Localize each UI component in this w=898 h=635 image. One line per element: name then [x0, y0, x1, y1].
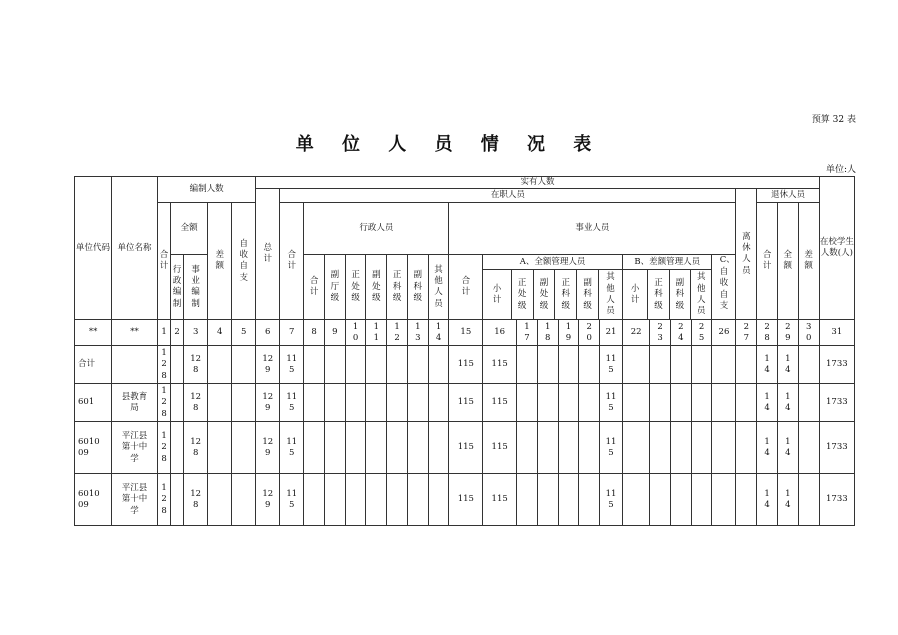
table-cell-c18 [537, 346, 558, 384]
header-bz-total: 合计 [157, 203, 170, 320]
table-cell-c3: 128 [184, 474, 208, 526]
column-index-cell: 18 [537, 320, 558, 346]
table-cell-c13 [407, 384, 428, 422]
table-cell-c25 [691, 474, 712, 526]
table-cell-c22 [622, 422, 649, 474]
table-row [75, 422, 855, 474]
header-fuchu: 副处级 [366, 255, 387, 320]
table-cell-c10 [345, 384, 366, 422]
header-bianzhi: 编制人数 [157, 177, 255, 203]
table-cell-c1: 128 [157, 346, 170, 384]
table-cell-c21: 115 [600, 422, 623, 474]
header-zhengchu: 正处级 [345, 255, 366, 320]
table-cell-c29: 14 [777, 474, 798, 526]
table-cell-c1: 128 [157, 422, 170, 474]
table-cell-c30 [798, 474, 819, 526]
header-lixiu: 离休人员 [736, 189, 757, 320]
table-cell-c27 [736, 346, 757, 384]
table-cell-c8 [304, 384, 325, 422]
table-cell-c26 [712, 384, 736, 422]
table-cell-name [112, 346, 158, 384]
table-cell-c2 [171, 422, 184, 474]
table-cell-c8 [304, 422, 325, 474]
table-cell-name: 平江县第十中学 [112, 422, 158, 474]
table-cell-c5 [232, 474, 256, 526]
column-index-row [75, 320, 855, 346]
header-zz-total: 合计 [280, 203, 304, 320]
header-quane: 全额 [171, 203, 208, 255]
table-cell-c17 [517, 474, 538, 526]
table-cell-c31: 1733 [819, 346, 854, 384]
header-chae: 差额 [208, 203, 232, 320]
column-index-cell: 20 [579, 320, 600, 346]
header-tx-full: 全额 [777, 203, 798, 320]
column-index-cell: 8 [304, 320, 325, 346]
table-cell-c4 [208, 346, 232, 384]
table-cell-c27 [736, 384, 757, 422]
table-cell-c20 [579, 346, 600, 384]
column-index-cell: 26 [712, 320, 736, 346]
table-cell-c23 [650, 474, 671, 526]
header-a-group: A、全额管理人员 小计 正处级 副处级 正科级 副科级 其他人员 [483, 255, 623, 320]
header-zhengke: 正科级 [387, 255, 408, 320]
table-cell-c28: 14 [757, 422, 778, 474]
table-cell-c16: 115 [483, 474, 517, 526]
table-cell-c20 [579, 474, 600, 526]
table-cell-c8 [304, 346, 325, 384]
table-cell-c26 [712, 346, 736, 384]
table-cell-c18 [537, 384, 558, 422]
header-futing: 副厅级 [325, 255, 346, 320]
column-index-cell: 11 [366, 320, 387, 346]
header-students: 在校学生人数(人) [819, 177, 854, 320]
table-cell-c5 [232, 346, 256, 384]
table-cell-c25 [691, 422, 712, 474]
table-cell-c14 [428, 346, 449, 384]
column-index-cell: 22 [622, 320, 649, 346]
table-cell-c3: 128 [184, 422, 208, 474]
table-cell-code: 601009 [75, 422, 112, 474]
header-sy-total: 合计 [449, 255, 483, 320]
table-cell-c28: 14 [757, 474, 778, 526]
table-cell-c26 [712, 474, 736, 526]
column-index-cell: 16 [483, 320, 517, 346]
table-cell-c31: 1733 [819, 422, 854, 474]
table-cell-c9 [325, 384, 346, 422]
header-xingzheng-bianzhi: 行政编制 [171, 255, 184, 320]
table-cell-c2 [171, 384, 184, 422]
table-cell-c28: 14 [757, 346, 778, 384]
column-index-cell: 24 [670, 320, 691, 346]
column-index-cell: 14 [428, 320, 449, 346]
table-cell-c12 [387, 384, 408, 422]
table-cell-c30 [798, 384, 819, 422]
table-cell-c22 [622, 384, 649, 422]
table-cell-c16: 115 [483, 384, 517, 422]
table-cell-c12 [387, 474, 408, 526]
table-cell-c30 [798, 346, 819, 384]
table-cell-c17 [517, 346, 538, 384]
column-index-cell: 27 [736, 320, 757, 346]
header-xz-total: 合计 [304, 255, 325, 320]
header-xz-other: 其他人员 [428, 255, 449, 320]
table-cell-c19 [558, 422, 579, 474]
table-cell-name: 县教育局 [112, 384, 158, 422]
table-cell-c22 [622, 346, 649, 384]
column-index-cell: 23 [650, 320, 671, 346]
column-index-cell: 1 [157, 320, 170, 346]
table-cell-c3: 128 [184, 346, 208, 384]
column-index-cell: ** [75, 320, 112, 346]
table-cell-c18 [537, 422, 558, 474]
table-cell-c3: 128 [184, 384, 208, 422]
table-cell-c30 [798, 422, 819, 474]
table-cell-c17 [517, 422, 538, 474]
table-cell-c31: 1733 [819, 384, 854, 422]
table-cell-code: 601009 [75, 474, 112, 526]
header-fuke: 副科级 [407, 255, 428, 320]
table-cell-c16: 115 [483, 422, 517, 474]
table-cell-c22 [622, 474, 649, 526]
table-cell-c17 [517, 384, 538, 422]
column-index-cell: 15 [449, 320, 483, 346]
table-cell-c23 [650, 346, 671, 384]
table-cell-c6: 129 [256, 474, 280, 526]
table-cell-c24 [670, 346, 691, 384]
table-cell-c11 [366, 346, 387, 384]
table-cell-c9 [325, 346, 346, 384]
table-cell-c20 [579, 384, 600, 422]
column-index-cell: 30 [798, 320, 819, 346]
table-cell-c7: 115 [280, 474, 304, 526]
table-cell-c19 [558, 346, 579, 384]
table-cell-c19 [558, 474, 579, 526]
table-cell-c13 [407, 474, 428, 526]
column-index-cell: 9 [325, 320, 346, 346]
column-index-cell: 17 [517, 320, 538, 346]
form-number: 预算 32 表 [811, 115, 856, 125]
column-index-cell: 2 [171, 320, 184, 346]
column-index-cell: 25 [691, 320, 712, 346]
table-cell-c29: 14 [777, 384, 798, 422]
column-index-cell: 28 [757, 320, 778, 346]
column-index-cell: 19 [558, 320, 579, 346]
header-shiye: 事业人员 [449, 203, 736, 255]
header-shiye-bianzhi: 事业编制 [184, 255, 208, 320]
table-cell-c23 [650, 384, 671, 422]
table-cell-c21: 115 [600, 384, 623, 422]
column-index-cell: 3 [184, 320, 208, 346]
personnel-table [74, 176, 855, 526]
unit-label: 单位:人 [825, 165, 856, 175]
table-cell-c24 [670, 474, 691, 526]
table-cell-c4 [208, 474, 232, 526]
column-index-cell: 10 [345, 320, 366, 346]
table-cell-c14 [428, 474, 449, 526]
table-cell-c21: 115 [600, 474, 623, 526]
table-cell-c14 [428, 384, 449, 422]
table-cell-code: 601 [75, 384, 112, 422]
table-cell-c12 [387, 422, 408, 474]
table-cell-c2 [171, 474, 184, 526]
table-cell-c7: 115 [280, 346, 304, 384]
table-cell-c15: 115 [449, 384, 483, 422]
table-cell-c8 [304, 474, 325, 526]
page-title: 单 位 人 员 情 况 表 [295, 134, 603, 155]
table-cell-c11 [366, 384, 387, 422]
table-cell-c29: 14 [777, 422, 798, 474]
table-cell-c15: 115 [449, 422, 483, 474]
table-cell-c21: 115 [600, 346, 623, 384]
header-zishou: 自收自支 [232, 203, 256, 320]
table-cell-name: 平江县第十中学 [112, 474, 158, 526]
table-cell-c13 [407, 422, 428, 474]
table-cell-c27 [736, 474, 757, 526]
table-cell-c11 [366, 474, 387, 526]
table-cell-c29: 14 [777, 346, 798, 384]
table-row [75, 346, 855, 384]
table-cell-c25 [691, 384, 712, 422]
column-index-cell: 7 [280, 320, 304, 346]
header-actual: 实有人数 [256, 177, 819, 189]
table-row [75, 474, 855, 526]
table-cell-c11 [366, 422, 387, 474]
header-xingzheng: 行政人员 [304, 203, 449, 255]
column-index-cell: 12 [387, 320, 408, 346]
table-cell-c12 [387, 346, 408, 384]
header-unit-name: 单位名称 [112, 177, 158, 320]
table-cell-c9 [325, 474, 346, 526]
table-cell-c10 [345, 346, 366, 384]
column-index-cell: ** [112, 320, 158, 346]
table-cell-c7: 115 [280, 384, 304, 422]
table-cell-c1: 128 [157, 474, 170, 526]
header-zaizhi: 在职人员 [280, 189, 736, 203]
table-cell-c1: 128 [157, 384, 170, 422]
table-cell-c4 [208, 384, 232, 422]
column-index-cell: 6 [256, 320, 280, 346]
table-cell-c24 [670, 384, 691, 422]
table-cell-c31: 1733 [819, 474, 854, 526]
header-tx-diff: 差额 [798, 203, 819, 320]
column-index-cell: 21 [600, 320, 623, 346]
table-cell-c10 [345, 474, 366, 526]
column-index-cell: 4 [208, 320, 232, 346]
column-index-cell: 31 [819, 320, 854, 346]
column-index-cell: 29 [777, 320, 798, 346]
table-cell-c27 [736, 422, 757, 474]
table-cell-c10 [345, 422, 366, 474]
table-cell-c6: 129 [256, 422, 280, 474]
table-cell-c5 [232, 422, 256, 474]
table-cell-c7: 115 [280, 422, 304, 474]
table-cell-c15: 115 [449, 346, 483, 384]
table-cell-c6: 129 [256, 384, 280, 422]
table-cell-c15: 115 [449, 474, 483, 526]
table-row [75, 384, 855, 422]
table-cell-c23 [650, 422, 671, 474]
header-unit-code: 单位代码 [75, 177, 112, 320]
header-c-self: C、自收自支 [712, 255, 736, 320]
column-index-cell: 5 [232, 320, 256, 346]
table-cell-c26 [712, 422, 736, 474]
table-cell-c25 [691, 346, 712, 384]
table-cell-c2 [171, 346, 184, 384]
table-cell-c9 [325, 422, 346, 474]
table-cell-c5 [232, 384, 256, 422]
table-cell-c4 [208, 422, 232, 474]
table-cell-c6: 129 [256, 346, 280, 384]
column-index-cell: 13 [407, 320, 428, 346]
table-cell-c14 [428, 422, 449, 474]
table-cell-c24 [670, 422, 691, 474]
table-cell-c28: 14 [757, 384, 778, 422]
table-cell-code: 合计 [75, 346, 112, 384]
header-tuixiu: 退休人员 [757, 189, 819, 203]
table-cell-c20 [579, 422, 600, 474]
header-zongji: 总计 [256, 189, 280, 320]
header-tx-total: 合计 [757, 203, 778, 320]
header-b-group: B、差额管理人员 小计 正科级 副科级 其他人员 [622, 255, 712, 320]
table-cell-c18 [537, 474, 558, 526]
table-cell-c16: 115 [483, 346, 517, 384]
table-cell-c13 [407, 346, 428, 384]
table-cell-c19 [558, 384, 579, 422]
